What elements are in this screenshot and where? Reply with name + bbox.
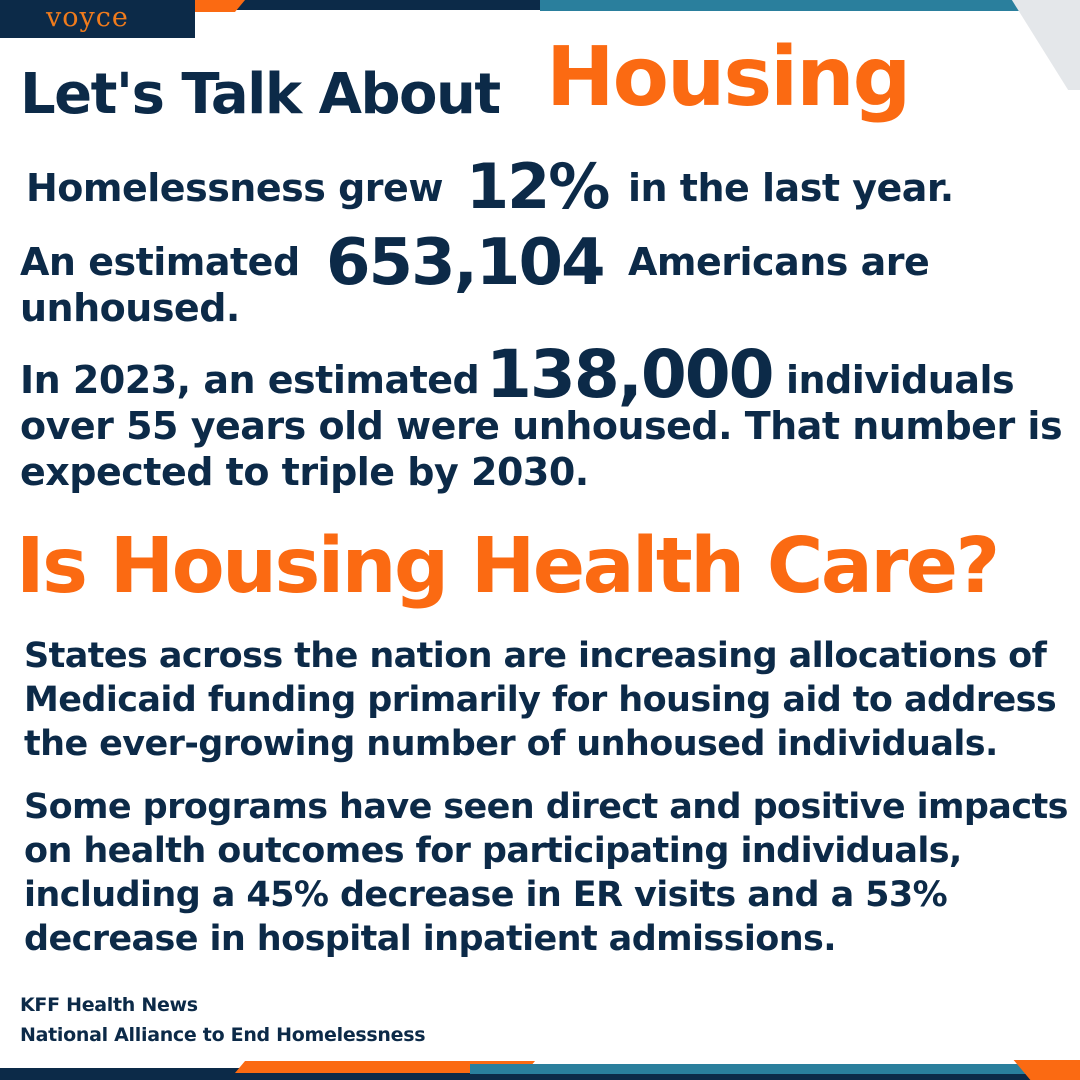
stat-3-line-2: over 55 years old were unhoused. That number is bbox=[20, 404, 1063, 448]
paragraph-1-line-3: the ever-growing number of unhoused individuals. bbox=[24, 724, 998, 764]
stat-1-before: Homelessness grew bbox=[26, 166, 443, 210]
stat-2-before: An estimated bbox=[20, 240, 300, 284]
brand-logo bbox=[0, 0, 195, 38]
stat-3-before: In 2023, an estimated bbox=[20, 358, 480, 402]
title-highlight: Housing bbox=[546, 30, 910, 125]
paragraph-2-line-2: on health outcomes for participating individuals, bbox=[24, 831, 962, 871]
paragraph-2-line-4: decrease in hospital inpatient admissions. bbox=[24, 919, 836, 959]
paragraph-1-line-1: States across the nation are increasing allocations of bbox=[24, 636, 1047, 676]
source-1: KFF Health News bbox=[20, 994, 198, 1016]
stat-1-number: 12% bbox=[466, 150, 609, 223]
section-heading: Is Housing Health Care? bbox=[16, 522, 998, 611]
paragraph-2-line-3: including a 45% decrease in ER visits and a 53% bbox=[24, 875, 948, 915]
top-stripe-teal bbox=[540, 0, 1050, 11]
paragraph-1-line-2: Medicaid funding primarily for housing aid to address bbox=[24, 680, 1057, 720]
paragraph-2-line-1: Some programs have seen direct and positive impacts bbox=[24, 787, 1068, 827]
stat-1-after: in the last year. bbox=[628, 166, 954, 210]
brand-logo-text: voyce bbox=[46, 2, 129, 33]
stat-3-line-3: expected to triple by 2030. bbox=[20, 450, 589, 494]
source-2: National Alliance to End Homelessness bbox=[20, 1024, 426, 1046]
bottom-stripe-teal bbox=[470, 1064, 1030, 1074]
stat-3-number: 138,000 bbox=[486, 336, 773, 413]
stat-2-continuation: unhoused. bbox=[20, 286, 240, 330]
stat-3-after: individuals bbox=[786, 358, 1015, 402]
title-lead: Let's Talk About bbox=[20, 62, 500, 127]
stat-2-after: Americans are bbox=[628, 240, 930, 284]
top-corner-grey bbox=[1012, 0, 1080, 90]
stat-2-number: 653,104 bbox=[326, 226, 604, 300]
